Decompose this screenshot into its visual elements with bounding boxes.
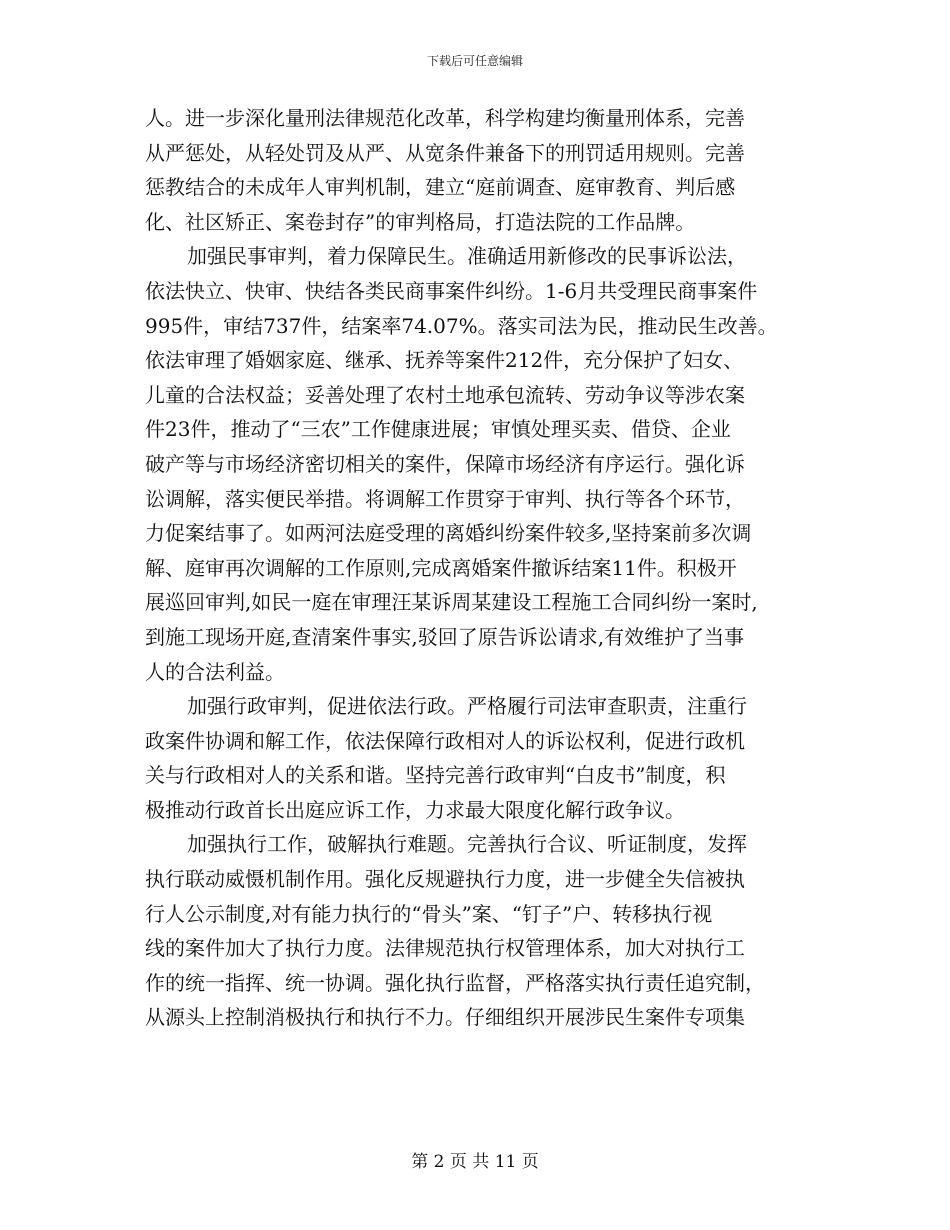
text-line: 从严惩处，从轻处罚及从严、从宽条件兼备下的刑罚适用规则。完善 <box>145 140 745 165</box>
paragraph-first-line: 加强执行工作，破解执行难题。完善执行合议、听证制度，发挥 <box>187 832 747 857</box>
text-line: 人的合法利益。 <box>145 659 285 684</box>
document-body <box>145 101 815 1035</box>
text-line: 从源头上控制消极执行和执行不力。仔细组织开展涉民生案件专项集 <box>145 1005 745 1030</box>
paragraph-first-line: 加强民事审判，着力保障民生。准确适用新修改的民事诉讼法， <box>187 244 747 269</box>
text-line: 讼调解，落实便民举措。将调解工作贯穿于审判、执行等各个环节， <box>145 486 745 511</box>
page-footer: 第 2 页 共 11 页 <box>411 1152 539 1172</box>
page-header: 下载后可任意编辑 <box>426 54 523 68</box>
text-line: 件23件，推动了“三农”工作健康进展；审慎处理买卖、借贷、企业 <box>145 417 731 442</box>
text-line: 政案件协调和解工作，依法保障行政相对人的诉讼权利，促进行政机 <box>145 728 745 753</box>
text-line: 995件，审结737件，结案率74.07%。落实司法为民，推动民生改善。 <box>145 313 778 338</box>
text-line: 化、社区矫正、案卷封存”的审判格局，打造法院的工作品牌。 <box>145 209 696 234</box>
text-line: 破产等与市场经济密切相关的案件，保障市场经济有序运行。强化诉 <box>145 451 745 476</box>
text-line: 惩教结合的未成年人审判机制，建立“庭前调查、庭审教育、判后感 <box>145 175 736 200</box>
text-line: 儿童的合法权益；妥善处理了农村土地承包流转、劳动争议等涉农案 <box>145 382 745 407</box>
text-line: 依法快立、快审、快结各类民商事案件纠纷。1-6月共受理民商事案件 <box>145 278 758 303</box>
text-line: 到施工现场开庭,查清案件事实,驳回了原告诉讼请求,有效维护了当事 <box>145 624 745 649</box>
text-line: 行人公示制度,对有能力执行的“骨头”案、“钉子”户、转移执行视 <box>145 901 713 926</box>
text-line: 极推动行政首长出庭应诉工作，力求最大限度化解行政争议。 <box>145 797 685 822</box>
text-line: 解、庭审再次调解的工作原则,完成离婚案件撤诉结案11件。积极开 <box>145 555 737 580</box>
text-line: 依法审理了婚姻家庭、继承、抚养等案件212件，充分保护了妇女、 <box>145 348 744 373</box>
text-line: 展巡回审判,如民一庭在审理汪某诉周某建设工程施工合同纠纷一案时, <box>145 590 758 615</box>
text-line: 作的统一指挥、统一协调。强化执行监督，严格落实执行责任追究制， <box>145 970 765 995</box>
paragraph-first-line: 加强行政审判，促进依法行政。严格履行司法审查职责，注重行 <box>187 694 747 719</box>
text-line: 执行联动威慑机制作用。强化反规避执行力度，进一步健全失信被执 <box>145 867 745 892</box>
text-line: 线的案件加大了执行力度。法律规范执行权管理体系，加大对执行工 <box>145 936 745 961</box>
text-line: 关与行政相对人的关系和谐。坚持完善行政审判“白皮书”制度，积 <box>145 763 726 788</box>
text-line: 人。进一步深化量刑法律规范化改革，科学构建均衡量刑体系，完善 <box>145 106 745 130</box>
text-line: 力促案结事了。如两河法庭受理的离婚纠纷案件较多,坚持案前多次调 <box>145 521 752 546</box>
